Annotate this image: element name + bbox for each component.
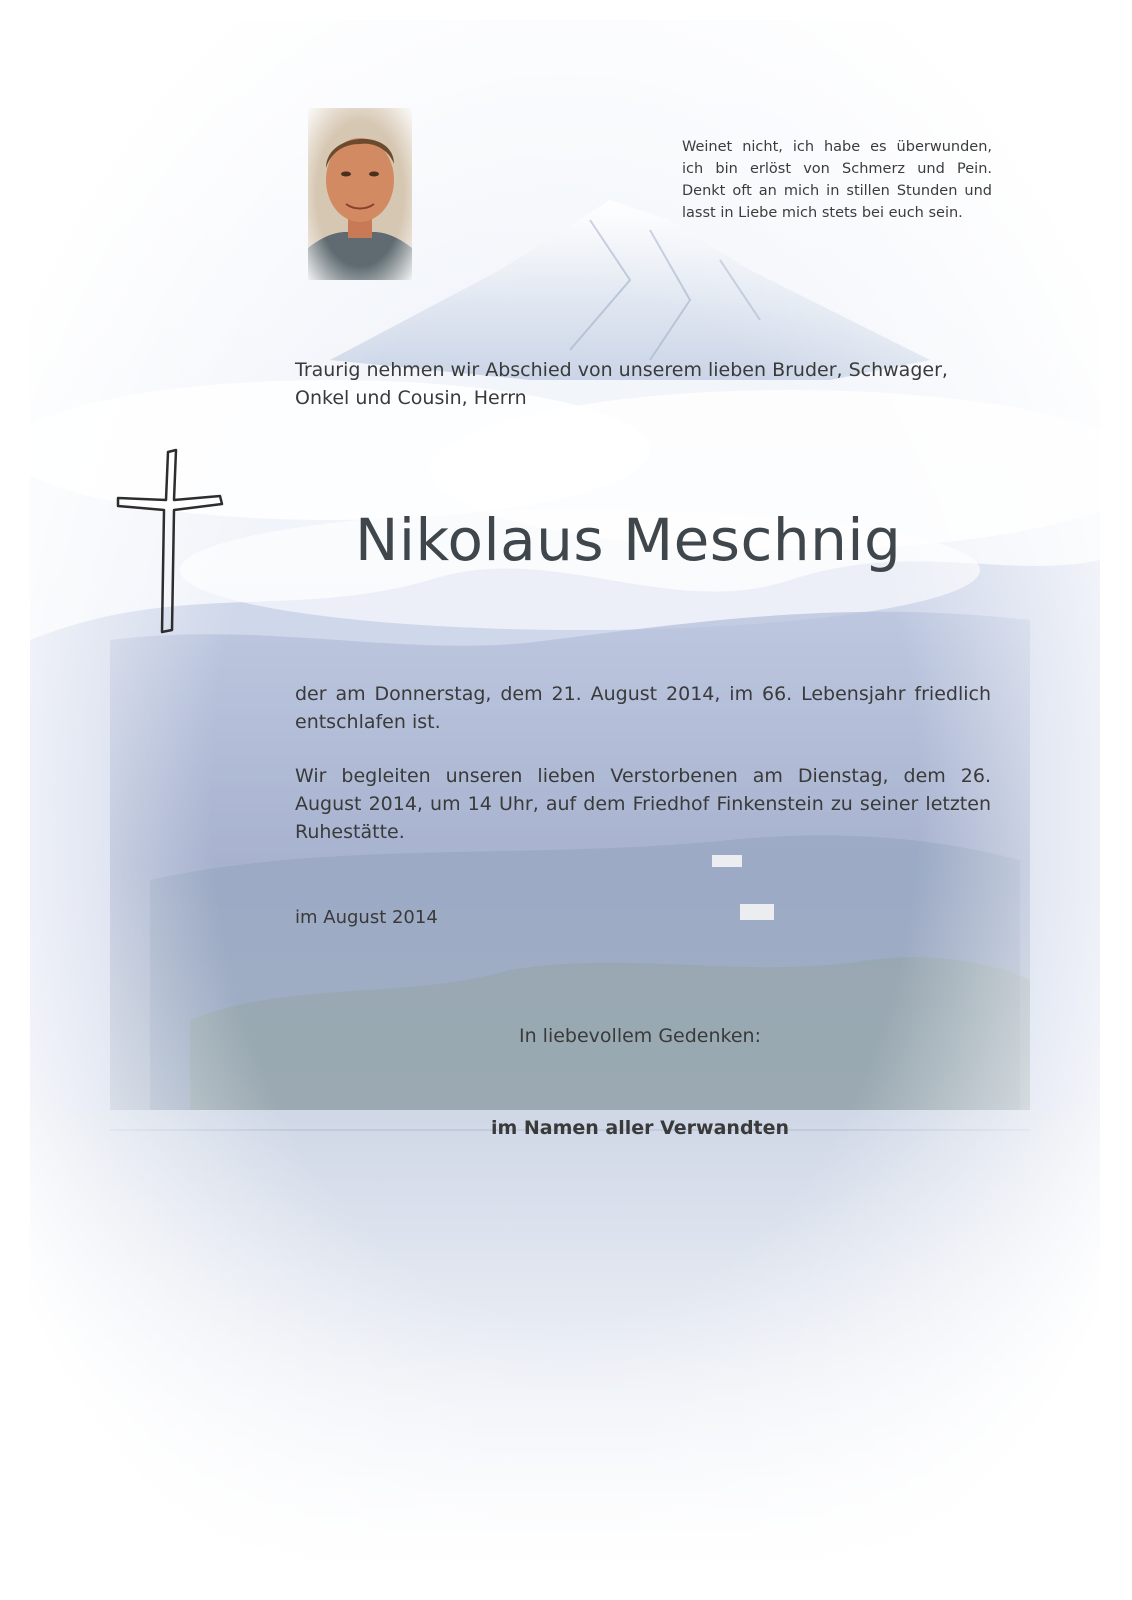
passing-notice: der am Donnerstag, dem 21. August 2014, im 66. Lebensjahr friedlich entschlafen ist. [295, 683, 991, 733]
signature-line: im Namen aller Verwandten [490, 1117, 790, 1139]
poem-line: Denkt oft an mich in stillen Stunden und [682, 183, 992, 199]
farewell-intro: Traurig nehmen wir Abschied von unserem lieben Bruder, Schwager, Onkel und Cousin, Herrn [295, 359, 948, 409]
deceased-name: Nikolaus Meschnig [355, 506, 902, 574]
poem-line: ich bin erlöst von Schmerz und Pein. [682, 161, 992, 177]
portrait-photo [308, 108, 412, 280]
poem-line: lasst in Liebe mich stets bei euch sein. [682, 205, 963, 221]
memory-line: In liebevollem Gedenken: [518, 1025, 761, 1047]
cross-icon [114, 448, 228, 634]
poem-verse [682, 136, 992, 224]
funeral-notice: Wir begleiten unseren lieben Verstorbenen am Dienstag, dem 26. August 2014, um 14 Uhr, auf dem Friedhof Finkenstein zu seiner letzten Ruhestätte. [295, 765, 991, 843]
notice-date: im August 2014 [295, 907, 438, 928]
poem-line: Weinet nicht, ich habe es überwunden, [682, 139, 992, 155]
